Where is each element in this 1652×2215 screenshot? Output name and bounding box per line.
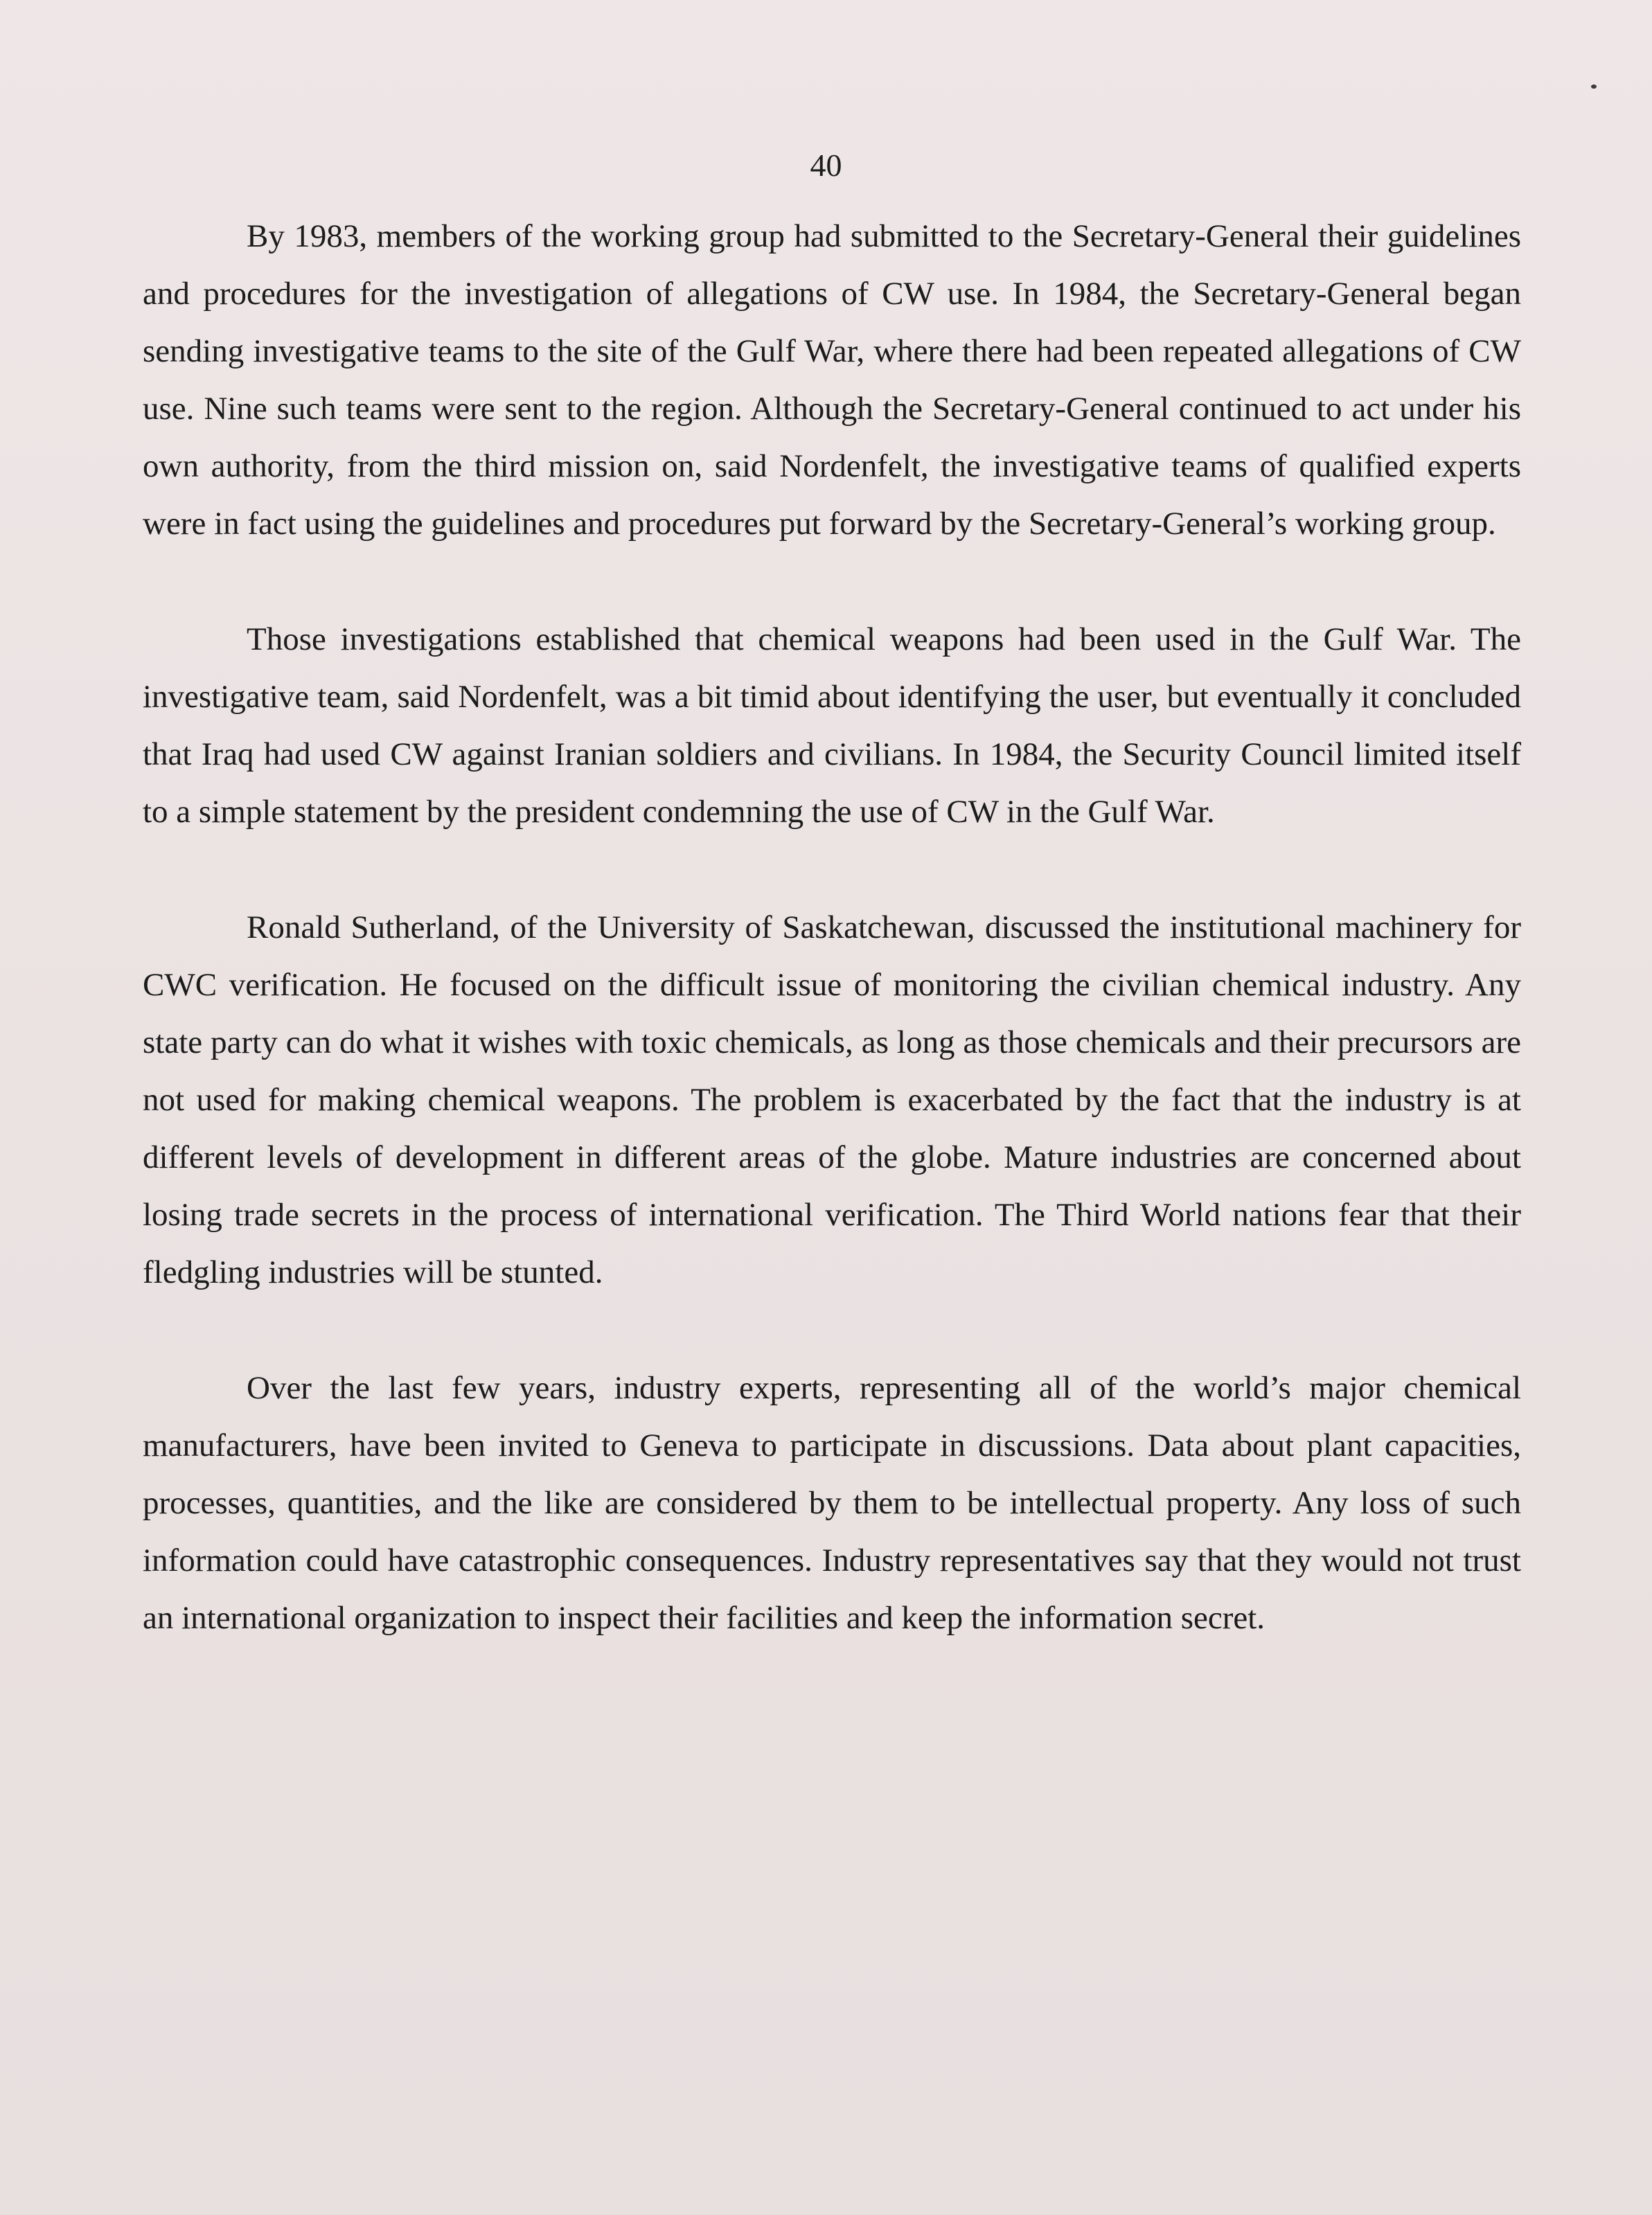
body-text: [143, 208, 1521, 1705]
paper-speck: [1591, 84, 1597, 89]
paragraph-4: Over the last few years, industry experts, representing all of the world’s major chemical manufacturers, have been invited to Geneva to participate in discussions. Data about plant capacities, processes, quantities, and the like are considered by them to be intellectual property. Any loss of such information could have catastrophic consequences. Industry representatives say that they would not trust an international organization to inspect their facilities and keep the information secret.: [143, 1370, 1521, 1636]
page-number: 40: [810, 148, 842, 183]
paragraph-3: Ronald Sutherland, of the University of Saskatchewan, discussed the institutional machinery for CWC verification. He focused on the difficult issue of monitoring the civilian chemical industry. Any state party can do what it wishes with toxic chemicals, as long as those chemicals and their precursors are not used for making chemical weapons. The problem is exacerbated by the fact that the industry is at different levels of development in different areas of the globe. Mature industries are concerned about losing trade secrets in the process of international verification. The Third World nations fear that their fledgling industries will be stunted.: [143, 909, 1521, 1290]
paragraph-1: By 1983, members of the working group had submitted to the Secretary-General their guidelines and procedures for the investigation of allegations of CW use. In 1984, the Secretary-General began sending investigative teams to the site of the Gulf War, where there had been repeated allegations of CW use. Nine such teams were sent to the region. Although the Secretary-General continued to act under his own authority, from the third mission on, said Nordenfelt, the investigative teams of qualified experts were in fact using the guidelines and procedures put forward by the Secretary-General’s working group.: [143, 218, 1521, 542]
paragraph-2: Those investigations established that chemical weapons had been used in the Gulf War. The investigative team, said Nordenfelt, was a bit timid about identifying the user, but eventually it concluded that Iraq had used CW against Iranian soldiers and civilians. In 1984, the Security Council limited itself to a simple statement by the president condemning the use of CW in the Gulf War.: [143, 621, 1521, 830]
